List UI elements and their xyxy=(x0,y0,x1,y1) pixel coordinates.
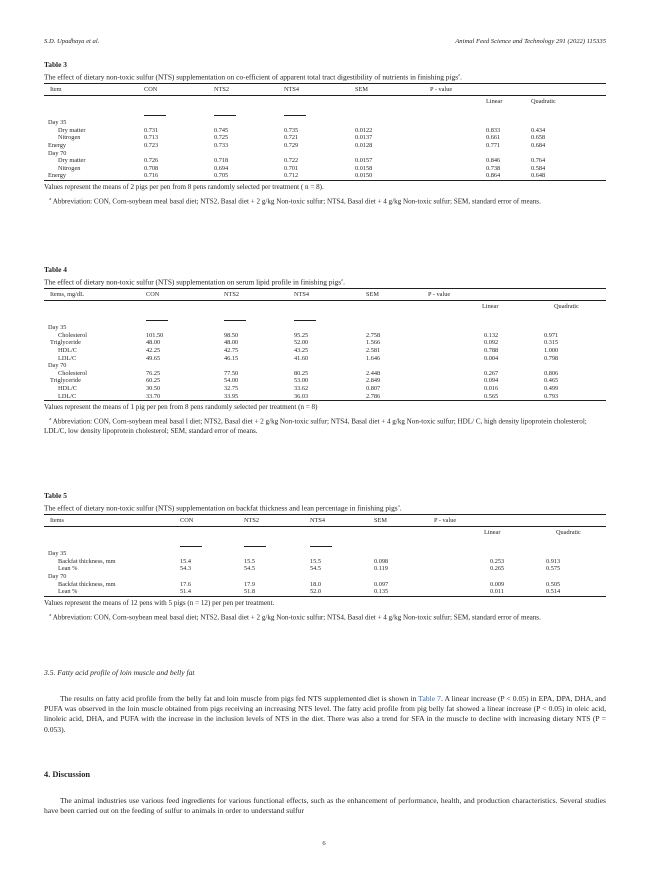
table-cell: 0.0137 xyxy=(355,134,373,142)
footnote-text: Abbreviation: CON, Corn-soybean meal basal diet; NTS2, Basal diet + 2 g/kg Non-toxic sulfur; NTS4, Basal diet + 4 g/kg Non-toxic sulfur; SEM, standard error of means. xyxy=(52,197,541,206)
row-label: Day 70 xyxy=(48,362,67,370)
table-row xyxy=(44,573,606,581)
column-header: NTS4 xyxy=(310,515,374,527)
divider xyxy=(146,320,168,321)
table-cell xyxy=(310,550,374,558)
table-cell: 0.648 xyxy=(531,172,546,180)
table-3 xyxy=(44,60,606,206)
table-row xyxy=(44,581,606,589)
row-label: HDL/C xyxy=(58,385,77,392)
table-cell: 0.713 xyxy=(144,134,159,142)
row-label: LDL/C xyxy=(58,354,77,362)
table-cell: 42.25 xyxy=(146,347,161,355)
table-cell: 0.745 xyxy=(214,126,229,134)
table-cell xyxy=(180,550,244,558)
table-cell xyxy=(355,150,430,158)
table-cell xyxy=(520,550,606,558)
table-row xyxy=(44,362,606,370)
table-cell xyxy=(284,150,355,158)
table-cell: 0.788 xyxy=(484,347,499,355)
table-cell: 0.0158 xyxy=(355,164,373,172)
table-row xyxy=(44,142,606,150)
row-label: Day 70 xyxy=(48,573,67,581)
table-4 xyxy=(44,265,606,436)
table-cell xyxy=(294,324,366,332)
table-cell xyxy=(505,150,606,158)
table-cell: 0.735 xyxy=(284,126,299,134)
table-footnote-abbrev xyxy=(44,414,606,435)
table-cell: 0.971 xyxy=(544,331,559,339)
table-cell: 33.70 xyxy=(146,392,161,400)
subcolumn-header: Quadratic xyxy=(554,303,579,311)
table-cell: 53.00 xyxy=(294,377,309,385)
column-header: Items, mg/dL xyxy=(44,289,146,301)
table-cell: 2.448 xyxy=(366,369,381,377)
table-cell: 0.265 xyxy=(490,565,505,573)
table-row xyxy=(44,119,606,127)
table-cell: 0.684 xyxy=(531,142,546,150)
table-caption: Table 3 The effect of dietary non-toxic sulfur (NTS) supplementation on co-efficient of apparent total tract digestibility of nutrients in finishing pigs$^a$. xyxy=(44,60,606,81)
table-cell: 2.786 xyxy=(366,392,381,400)
table-footnote-abbrev xyxy=(44,194,606,206)
table-cell: 46.15 xyxy=(224,354,239,362)
table-cell: 0.846 xyxy=(486,157,501,165)
table-cell: 0.092 xyxy=(484,339,499,347)
table-cell: 0.731 xyxy=(144,126,159,134)
table-cell: 77.50 xyxy=(224,369,239,377)
row-label: Day 35 xyxy=(48,550,67,558)
table-cell: 41.60 xyxy=(294,354,309,362)
table-cell: 51.4 xyxy=(180,588,192,596)
table-row xyxy=(44,355,606,363)
column-header: Items xyxy=(44,515,180,527)
table-cell: 52.00 xyxy=(294,339,309,347)
table-number: Table 4 xyxy=(44,265,67,274)
table-cell: 1.000 xyxy=(544,347,559,355)
footnote-mark: a xyxy=(49,416,52,422)
table-row xyxy=(44,134,606,142)
column-header: Item xyxy=(44,84,144,96)
table-caption-text: The effect of dietary non-toxic sulfur (NTS) supplementation on serum lipid profile in finishing pigs xyxy=(44,276,342,286)
table-row xyxy=(44,172,606,180)
table-footnote: Values represent the means of 12 pens with 5 pigs (n = 12) per pen per treatment. xyxy=(44,598,275,607)
table-cell: 95.25 xyxy=(294,331,309,339)
table-footnote: Values represent the means of 1 pig per pen from 8 pens randomly selected per treatment (n = 8) xyxy=(44,403,318,412)
running-header-authors: S.D. Upadhaya et al. xyxy=(44,38,100,45)
table-cell: 0.807 xyxy=(366,385,381,392)
table-cell: 0.253 xyxy=(490,557,505,565)
column-header: CON xyxy=(144,84,214,96)
table-row xyxy=(44,324,606,332)
row-label: Lean % xyxy=(58,588,78,596)
table-cell xyxy=(224,362,294,370)
divider xyxy=(284,115,306,116)
column-header: P - value xyxy=(428,289,606,301)
column-header: SEM xyxy=(355,84,430,96)
row-label: Backfat thickness, mm xyxy=(58,557,116,565)
table-cell: 2.581 xyxy=(366,347,381,355)
subcolumn-header: Quadratic xyxy=(531,98,556,106)
table-cell: 2.758 xyxy=(366,331,381,339)
table-cell xyxy=(434,573,520,581)
table-row xyxy=(44,588,606,596)
table-5 xyxy=(44,491,606,622)
table-cell: 0.132 xyxy=(484,331,499,339)
table-cell: 0.315 xyxy=(544,339,559,347)
table-cell: 0.712 xyxy=(284,172,299,180)
table-cell: 54.5 xyxy=(244,565,256,573)
table-cell: 0.267 xyxy=(484,369,499,377)
row-label: Dry matter xyxy=(58,126,86,134)
table-row xyxy=(44,550,606,558)
table-cell: 0.705 xyxy=(214,172,229,180)
table-cell: 0.0150 xyxy=(355,172,373,180)
table-row xyxy=(44,393,606,401)
subcolumn-header: Linear xyxy=(482,303,499,311)
table-cell: 30.50 xyxy=(146,385,161,392)
subcolumn-header: Quadratic xyxy=(556,529,581,537)
body-paragraph: The animal industries use various feed ingredients for various functional effects, such as the enhancement of performance, health, and production characteristics. Several studies have been carried out on the feeding of sulfur to animals in order to understand sulfur xyxy=(44,796,606,816)
table-cell: 33.95 xyxy=(224,392,239,400)
table-cell xyxy=(144,119,214,127)
table-cell: 0.722 xyxy=(284,157,299,165)
table-row xyxy=(44,558,606,566)
table-row xyxy=(44,157,606,165)
table-cell: 54.5 xyxy=(310,565,322,573)
footnote-text: Abbreviation: CON, Corn-soybean meal basal diet; NTS2, Basal diet + 2 g/kg Non-toxic sulfur; NTS4, Basal diet + 4 g/kg Non-toxic sulfur; SEM, standard error of means. xyxy=(52,613,541,622)
table-caption: Table 4 The effect of dietary non-toxic sulfur (NTS) supplementation on serum lipid profile in finishing pigs$^a$. xyxy=(44,265,606,286)
divider xyxy=(244,546,266,547)
table-cell xyxy=(146,324,224,332)
column-header: NTS4 xyxy=(294,289,366,301)
row-label: Nitrogen xyxy=(58,134,81,142)
table-row xyxy=(44,377,606,385)
table-cell: 48.00 xyxy=(224,339,239,347)
table-cell: 2.849 xyxy=(366,377,381,385)
table-cell xyxy=(430,150,505,158)
table-row xyxy=(44,339,606,347)
table-cell xyxy=(428,362,518,370)
table-row xyxy=(44,150,606,158)
divider xyxy=(180,546,202,547)
body-paragraph xyxy=(44,694,606,735)
footnote-mark: a xyxy=(49,196,52,201)
table-cell xyxy=(520,573,606,581)
table-cell xyxy=(284,119,355,127)
table-cell xyxy=(180,573,244,581)
table-cell: 0.011 xyxy=(490,588,504,596)
column-header: NTS2 xyxy=(224,289,294,301)
table-cell: 0.721 xyxy=(284,134,299,142)
table-cell: 0.738 xyxy=(486,164,501,172)
table-cell xyxy=(518,362,606,370)
table-cell: 0.0122 xyxy=(355,126,373,134)
paragraph-text: The results on fatty acid profile from the belly fat and loin muscle from pigs fed NTS supplemented diet is shown in xyxy=(60,694,419,703)
divider xyxy=(214,115,236,116)
column-header: NTS2 xyxy=(214,84,284,96)
table-cell: 17.9 xyxy=(244,580,256,588)
table-cell xyxy=(374,550,434,558)
row-label: HDL/C xyxy=(58,347,77,355)
subcolumn-header: Linear xyxy=(486,98,503,106)
table-cell: 51.8 xyxy=(244,588,256,596)
table-cell: 54.3 xyxy=(180,565,192,573)
table-cell xyxy=(214,119,284,127)
table-cell: 0.514 xyxy=(546,588,561,596)
table-cell xyxy=(244,550,310,558)
caption-footnote-mark: a xyxy=(341,276,344,282)
table-cell xyxy=(224,324,294,332)
table-cell xyxy=(366,362,428,370)
row-label: LDL/C xyxy=(58,392,77,400)
caption-footnote-mark: a xyxy=(397,502,400,508)
data-table xyxy=(44,83,606,181)
table-cell: 48.00 xyxy=(146,339,161,347)
table-cell: 0.0128 xyxy=(355,142,373,150)
table-cell: 42.75 xyxy=(224,347,239,355)
table-row xyxy=(44,385,606,393)
section-heading: 4. Discussion xyxy=(44,770,91,779)
data-table xyxy=(44,514,606,596)
row-label: Energy xyxy=(48,142,67,150)
table-cell: 0.575 xyxy=(546,565,561,573)
table-cell: 0.016 xyxy=(484,385,499,392)
table-row xyxy=(44,127,606,135)
table-cell: 0.0157 xyxy=(355,157,373,165)
table-cell: 1.566 xyxy=(366,339,381,347)
table-cell xyxy=(428,324,518,332)
table-cell: 0.434 xyxy=(531,126,546,134)
table-cell: 52.0 xyxy=(310,588,322,596)
table-cell: 0.723 xyxy=(144,142,159,150)
table-cell: 0.658 xyxy=(531,134,546,142)
column-header: NTS2 xyxy=(244,515,310,527)
table-cell: 0.097 xyxy=(374,580,389,588)
table-cell xyxy=(214,150,284,158)
table-cell xyxy=(144,150,214,158)
table-cell: 101.50 xyxy=(146,331,164,339)
table-cell xyxy=(366,324,428,332)
table-cell: 49.65 xyxy=(146,354,161,362)
row-label: Cholesterol xyxy=(58,369,88,377)
table-caption-text: The effect of dietary non-toxic sulfur (NTS) supplementation on co-efficient of apparent total tract digestibility of nutrients in finishing pigs xyxy=(44,71,459,81)
table-cell: 0.009 xyxy=(490,580,505,588)
table-row xyxy=(44,332,606,340)
table-cell xyxy=(505,119,606,127)
table-cell: 0.864 xyxy=(486,172,501,180)
table-row xyxy=(44,370,606,378)
data-table xyxy=(44,288,606,401)
table-caption: Table 5 The effect of dietary non-toxic sulfur (NTS) supplementation on backfat thickness and lean percentage in finishing pigs$^a$. xyxy=(44,491,606,512)
table-cell: 98.50 xyxy=(224,331,239,339)
table-cell xyxy=(518,324,606,332)
divider xyxy=(294,320,316,321)
table-cell: 0.119 xyxy=(374,565,388,573)
column-header: NTS4 xyxy=(284,84,355,96)
table-cell xyxy=(430,119,505,127)
row-label: Day 35 xyxy=(48,119,67,127)
column-header: P - value xyxy=(430,84,606,96)
divider xyxy=(144,115,166,116)
table-cell xyxy=(434,550,520,558)
table-cell: 0.716 xyxy=(144,172,159,180)
table-cell: 32.75 xyxy=(224,385,239,392)
row-label: Triglyceride xyxy=(50,339,81,347)
table-cell: 0.694 xyxy=(214,164,229,172)
table-cell: 0.913 xyxy=(546,557,561,565)
table-cell: 0.661 xyxy=(486,134,501,142)
table-cell: 0.764 xyxy=(531,157,546,165)
section-heading: 3.5. Fatty acid profile of loin muscle and belly fat xyxy=(44,668,195,677)
table-number: Table 5 xyxy=(44,491,67,500)
page-number: 6 xyxy=(322,840,326,847)
table-cell: 0.098 xyxy=(374,557,389,565)
table-cell: 0.701 xyxy=(284,164,299,172)
row-label: Day 70 xyxy=(48,149,67,157)
table-cell xyxy=(355,119,430,127)
table-cell: 0.094 xyxy=(484,377,499,385)
row-label: Day 35 xyxy=(48,324,67,332)
row-label: Backfat thickness, mm xyxy=(58,580,116,588)
table-cell xyxy=(294,362,366,370)
table-cell: 1.646 xyxy=(366,354,381,362)
table-cell: 0.708 xyxy=(144,164,159,172)
running-header-journal: Animal Feed Science and Technology 291 (2022) 115335 xyxy=(455,38,606,45)
table-cell: 0.004 xyxy=(484,354,499,362)
table-cell: 0.806 xyxy=(544,369,559,377)
table-cell: 0.565 xyxy=(484,392,499,400)
table-cell: 60.25 xyxy=(146,377,161,385)
table-cell: 36.03 xyxy=(294,392,309,400)
table-footnote: Values represent the means of 2 pigs per pen from 8 pens randomly selected per treatment ( n = 8). xyxy=(44,183,324,191)
table-cell: 18.0 xyxy=(310,580,322,588)
column-header: CON xyxy=(146,289,224,301)
table-cell: 17.6 xyxy=(180,580,192,588)
table-row xyxy=(44,565,606,573)
table-cell: 15.4 xyxy=(180,557,192,565)
table-footnote-abbrev xyxy=(44,610,606,622)
footnote-mark: a xyxy=(49,611,52,617)
table-cell: 0.725 xyxy=(214,134,229,142)
table-link[interactable]: Table 7 xyxy=(418,694,441,703)
table-cell: 0.726 xyxy=(144,157,159,165)
table-cell: 15.5 xyxy=(310,557,322,565)
table-cell: 33.62 xyxy=(294,385,309,392)
table-cell: 0.499 xyxy=(544,385,559,392)
table-cell xyxy=(310,573,374,581)
table-cell: 0.718 xyxy=(214,157,229,165)
table-cell: 0.833 xyxy=(486,126,501,134)
table-cell xyxy=(146,362,224,370)
table-cell: 0.771 xyxy=(486,142,501,150)
subcolumn-header: Linear xyxy=(484,529,501,537)
table-cell: 0.793 xyxy=(544,392,559,400)
table-cell xyxy=(374,573,434,581)
table-cell xyxy=(244,573,310,581)
table-cell: 0.584 xyxy=(531,164,546,172)
table-cell: 80.25 xyxy=(294,369,309,377)
row-label: Nitrogen xyxy=(58,164,81,172)
table-cell: 43.25 xyxy=(294,347,309,355)
column-header: CON xyxy=(180,515,244,527)
table-cell: 0.135 xyxy=(374,588,389,596)
row-label: Dry matter xyxy=(58,157,86,165)
table-cell: 0.465 xyxy=(544,377,559,385)
paragraph-text: . A linear increase (P < 0.05) in EPA, DPA, DHA, and PUFA was observed in the loin muscle obtained from pigs receiving an increasing NTS level. The fatty acid profile from pig belly fat showed a linear increase (P < 0.05) in oleic acid, linoleic acid, DHA, and PUFA with the increase in the inclusion levels of NTS in the diet. There was also a trend for SFA in the muscle to decline with increasing dietary NTS (P = 0.053). xyxy=(44,694,606,734)
table-row xyxy=(44,165,606,173)
table-cell: 0.729 xyxy=(284,142,299,150)
column-header: P - value xyxy=(434,515,606,527)
table-row xyxy=(44,347,606,355)
table-cell: 0.505 xyxy=(546,580,561,588)
row-label: Lean % xyxy=(58,565,78,573)
table-cell: 76.25 xyxy=(146,369,161,377)
column-header: SEM xyxy=(374,515,434,527)
footnote-text: Abbreviation: CON, Corn-soybean meal basal l diet; NTS2, Basal diet + 2 g/kg Non-toxic sulfur; NTS4, Basal diet + 4 g/kg Non-toxic sulfur; HDL/ C, high density lipoprotein cholesterol; LDL/C, low density lipoprotein cholesterol; SEM, standard error of means. xyxy=(44,417,587,435)
row-label: Energy xyxy=(48,172,67,180)
row-label: Triglyceride xyxy=(50,377,81,385)
divider xyxy=(310,546,332,547)
table-cell: 15.5 xyxy=(244,557,256,565)
column-header: SEM xyxy=(366,289,428,301)
row-label: Cholesterol xyxy=(58,331,88,339)
table-cell: 0.798 xyxy=(544,354,559,362)
table-caption-text: The effect of dietary non-toxic sulfur (NTS) supplementation on backfat thickness and lean percentage in finishing pigs xyxy=(44,502,398,512)
table-cell: 0.733 xyxy=(214,142,229,150)
caption-footnote-mark: a xyxy=(458,71,461,77)
table-number: Table 3 xyxy=(44,60,67,69)
table-cell: 54.00 xyxy=(224,377,239,385)
divider xyxy=(224,320,246,321)
